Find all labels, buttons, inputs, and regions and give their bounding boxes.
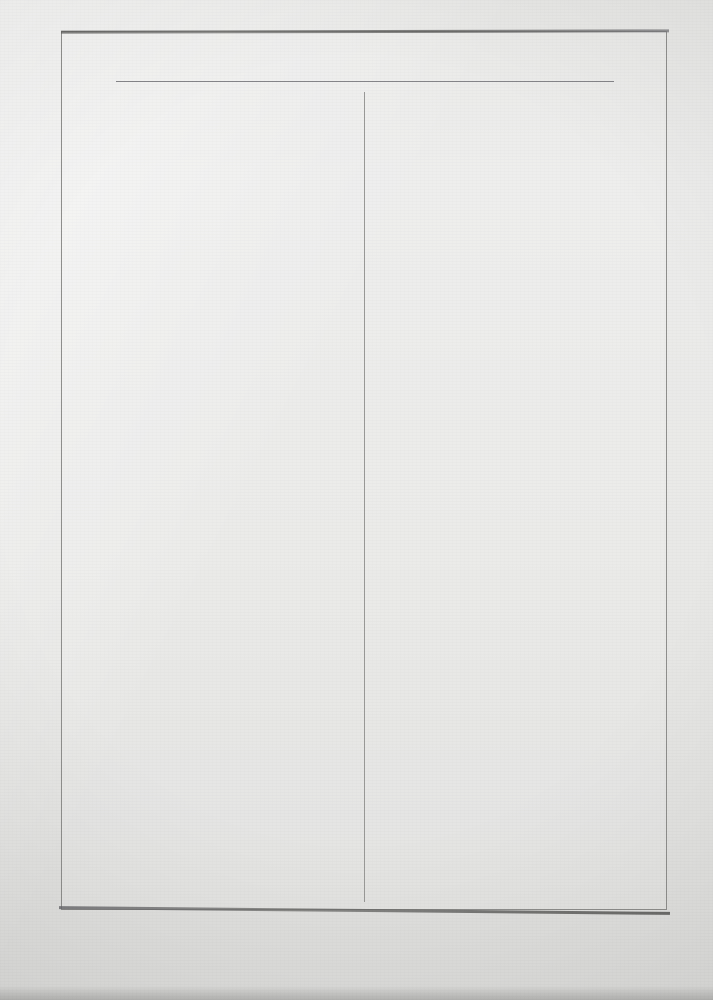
two-column-body — [75, 92, 655, 902]
right-column — [364, 92, 655, 902]
text-block-frame — [61, 31, 667, 910]
left-column — [75, 92, 364, 902]
page-edge-shadow — [0, 986, 713, 1000]
header-rule — [116, 81, 614, 82]
